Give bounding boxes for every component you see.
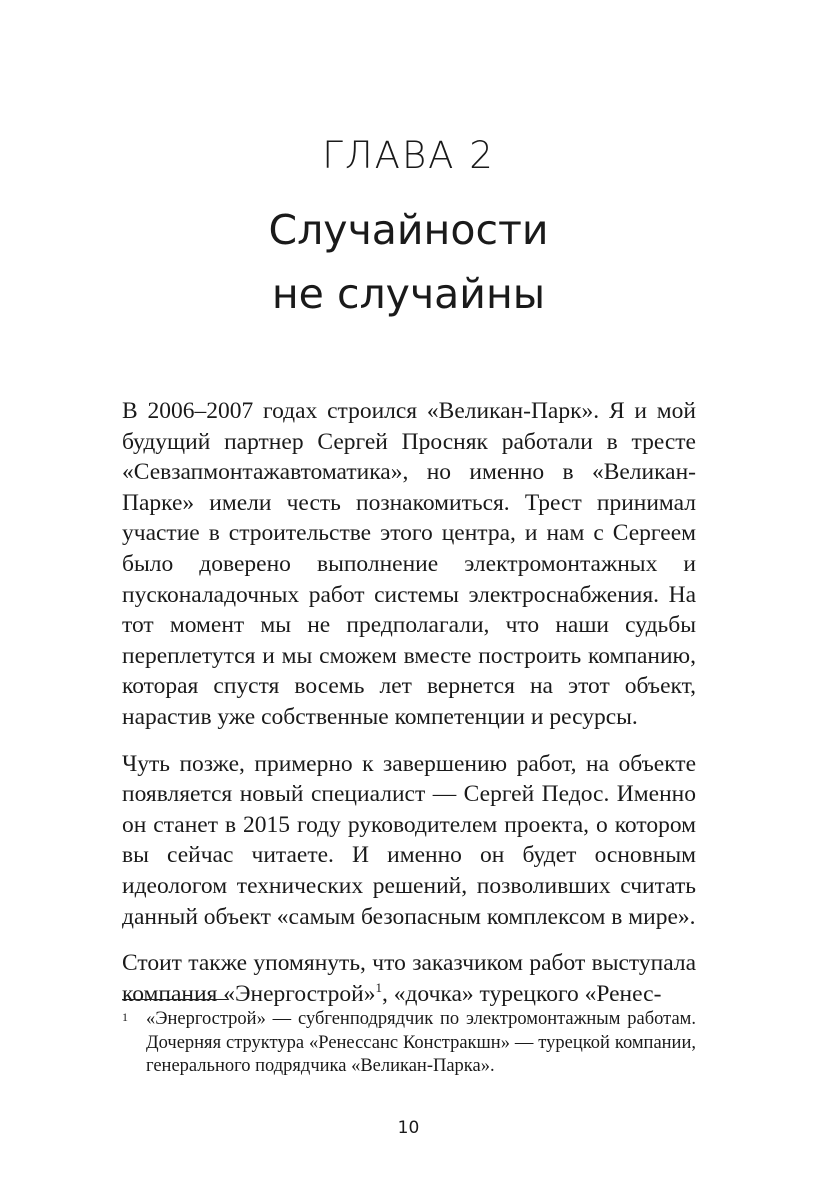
paragraph-3-continuation: , «дочка» турецкого «Ренес- (381, 980, 662, 1007)
chapter-title (0, 198, 817, 326)
paragraph-2: Чуть позже, примерно к завершению работ, на объекте появляется новый специалист — Сергей Педос. Именно он станет в 2015 году руководителем проекта, о котором вы сейчас читаете. И именно он будет основным идеологом технических решений, позволивших считать данный объект «самым безопасным комплексом в мире». (122, 750, 696, 930)
body-text (122, 396, 696, 1009)
chapter-label: ГЛАВА 2 (322, 134, 495, 177)
footnote-reference[interactable]: 1 (375, 979, 382, 995)
chapter-title-line-2: не случайны (271, 270, 546, 318)
footnote-text: «Энергострой» — субгенподрядчик по электромонтажным работам. Дочерняя структура «Ренессанс Констракшн» — турецкой компании, генерального подрядчика «Великан-Парка». (146, 1009, 696, 1076)
paragraph-3-text: Стоит также упомянуть, что заказчиком работ выступала компания «Энергострой» (122, 950, 696, 1007)
chapter-title-line-1: Случайности (268, 206, 549, 254)
footnote-mark: 1 (122, 1010, 128, 1024)
footnote (122, 1008, 696, 1079)
paragraph-3 (122, 948, 696, 1009)
footnote-divider (122, 999, 228, 1000)
page-number: 10 (397, 1118, 420, 1138)
paragraph-1: В 2006–2007 годах строился «Великан-Парк». Я и мой будущий партнер Сергей Просняк работали в тресте «Севзапмонтажавтоматика», но именно в «Великан-Парке» имели честь познакомиться. Трест принимал участие в строительстве этого центра, и нам с Сергеем было доверено выполнение электромонтажных и пусконаладочных работ системы электроснабжения. На тот момент мы не предполагали, что наши судьбы переплетутся и мы сможем вместе построить компанию, которая спустя восемь лет вернется на этот объект, нарастив уже собственные компетенции и ресурсы. (122, 398, 696, 730)
